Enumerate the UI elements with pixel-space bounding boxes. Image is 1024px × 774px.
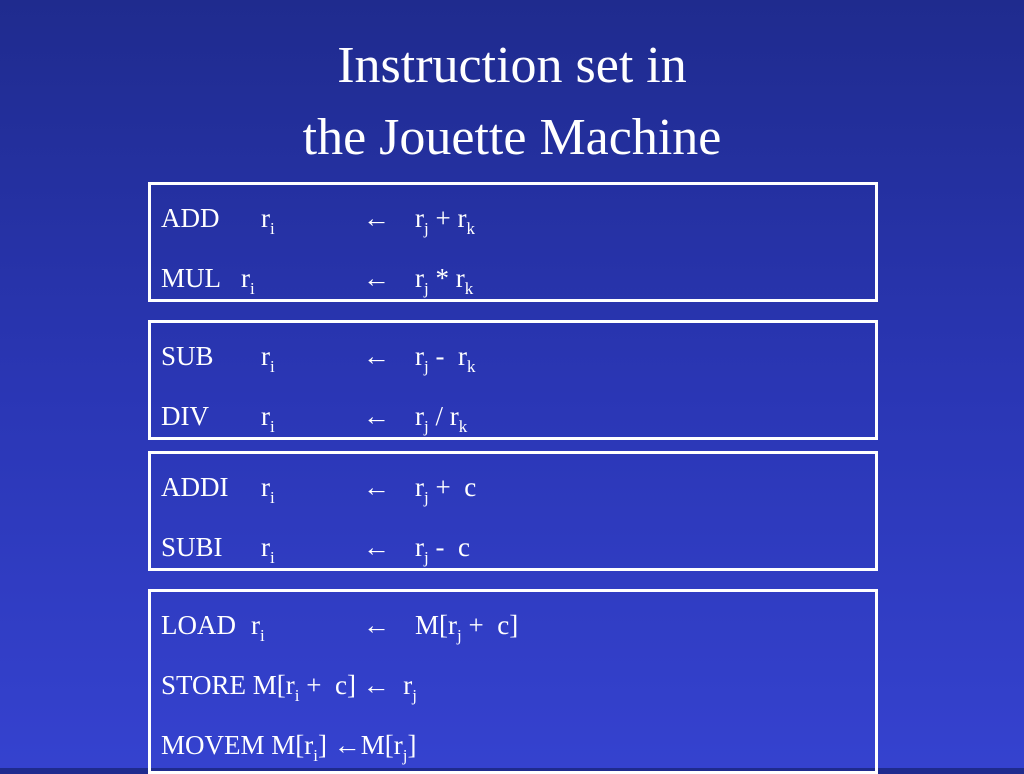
expression: $r_j - r_k$ [415,341,476,376]
opcode: SUBI [161,532,223,562]
expression: $r_j * r_k$ [415,263,474,298]
instruction-group-addi-subi [148,451,878,571]
opcode: MUL [161,263,221,293]
instruction-row-subi [151,527,875,567]
expression: $r_j / r_k$ [415,401,468,436]
dest-register: $r_i$ [241,263,255,298]
opcode: SUB [161,341,214,371]
dest-register: $r_i$ [251,610,265,645]
instruction-row-load [151,605,875,645]
instruction-row-div [151,396,875,436]
assign-arrow: ← [362,670,390,700]
assign-arrow: ← [333,730,361,760]
assign-arrow: ← [363,203,390,233]
title-line-2: the Jouette Machine [302,109,722,166]
dest-register: $r_i$ [261,341,275,376]
expression: $M[r_j + c]$ [415,610,519,645]
slide-title [0,30,1024,174]
opcode: DIV [161,401,209,431]
opcode: LOAD [161,610,236,640]
assign-arrow: ← [363,472,390,502]
assign-arrow: ← [363,610,390,640]
instruction-row-addi [151,467,875,507]
dest-register: $r_i$ [261,532,275,567]
instruction-row-mul [151,258,875,298]
opcode: ADD [161,203,220,233]
assign-arrow: ← [363,263,390,293]
assign-arrow: ← [363,532,390,562]
instruction-row-store [151,665,875,705]
expression: $r_j$ - c [415,532,470,567]
instruction-row-add [151,198,875,238]
title-line-1: Instruction set in [337,37,687,94]
dest-register: $r_i$ [261,203,275,238]
opcode: ADDI [161,472,229,502]
assign-arrow: ← [363,401,390,431]
instruction-text: STORE $M[r_i + c]$ ← $r_j$ [161,670,417,705]
instruction-row-movem [151,725,875,765]
dest-register: $r_i$ [261,401,275,436]
instruction-group-add-mul [148,182,878,302]
instruction-text: MOVEM $M[r_i]$ $\leftarrow M[r_j]$ [161,730,417,765]
expression: $r_j + r_k$ [415,203,475,238]
instruction-group-sub-div [148,320,878,440]
instruction-row-sub [151,336,875,376]
dest-register: $r_i$ [261,472,275,507]
expression: $r_j + c$ [415,472,477,507]
assign-arrow: ← [363,341,390,371]
instruction-group-memory [148,589,878,774]
